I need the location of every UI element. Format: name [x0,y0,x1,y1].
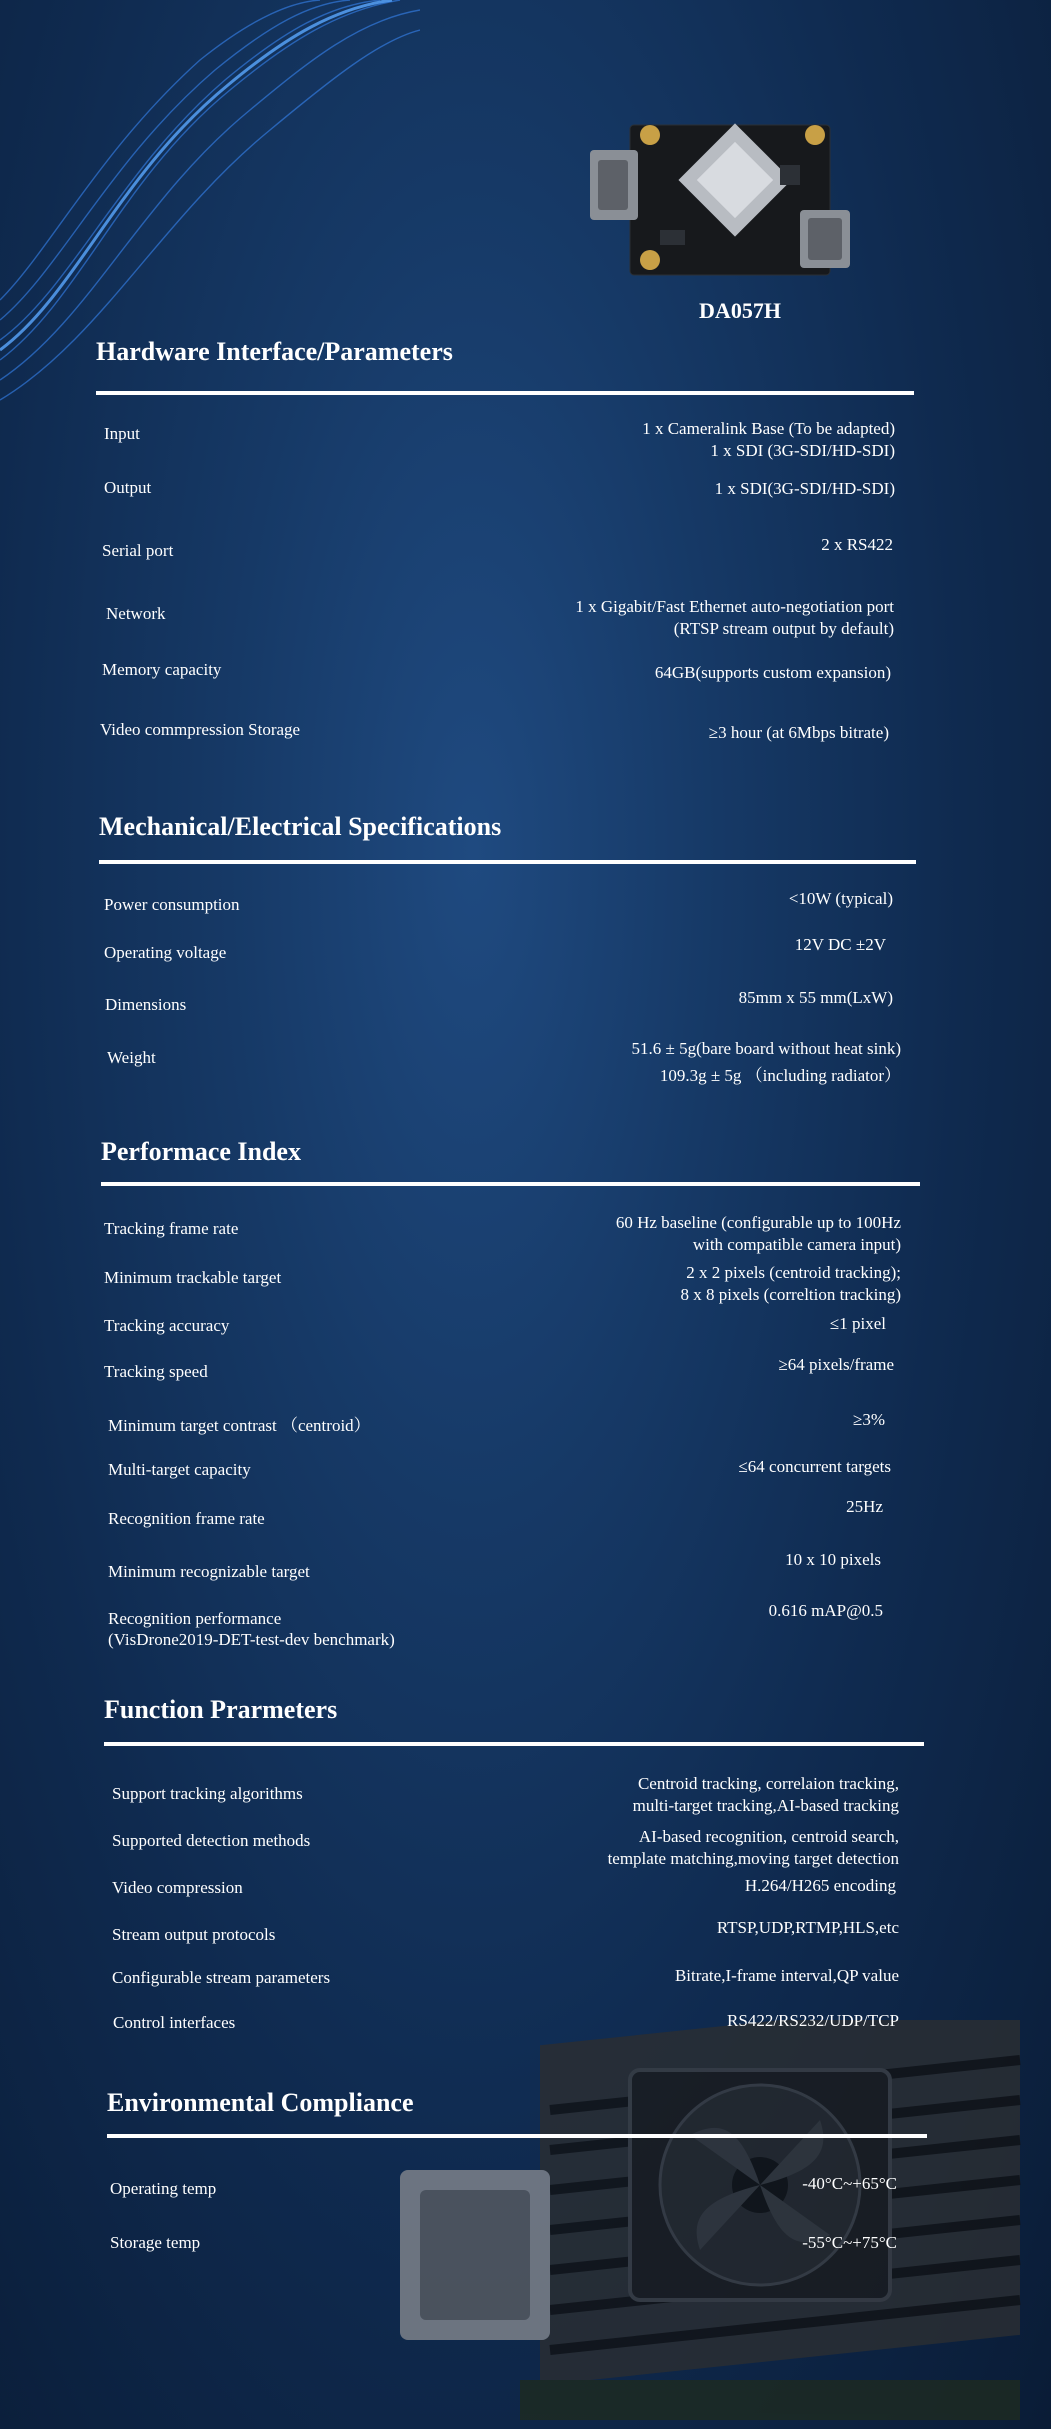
row-label: Weight [107,1048,156,1067]
row-label: Operating temp [110,2179,217,2198]
heatsink-module-image [400,2020,1051,2429]
row-value: -40°C~+65°C [802,2174,897,2193]
section-divider [107,2134,927,2138]
row-label: Input [104,424,140,443]
row-label: Tracking speed [104,1362,208,1381]
row-label: Tracking frame rate [104,1219,239,1238]
row-label: Serial port [102,541,174,560]
row-label: Storage temp [110,2233,201,2252]
section-divider [101,1182,920,1186]
row-label: Control interfaces [113,2013,236,2032]
row-value: RTSP,UDP,RTMP,HLS,etc [716,1918,899,1937]
section-divider [96,391,914,395]
row-value: ≥3 hour (at 6Mbps bitrate) [708,723,889,742]
row-value: AI-based recognition, centroid search, template matching,moving target detection [607,1827,899,1868]
row-value: H.264/H265 encoding [744,1876,896,1895]
row-value: ≥3% [853,1410,885,1429]
row-value: 64GB(supports custom expansion) [654,663,891,682]
row-label: Minimum recognizable target [108,1562,310,1581]
row-value: Centroid tracking, correlaion tracking, multi-target tracking,AI-based tracking [632,1774,899,1815]
row-label: Network [106,604,166,623]
row-value: 85mm x 55 mm(LxW) [738,988,893,1007]
section-divider [104,1742,924,1746]
row-label: Recognition frame rate [108,1509,265,1528]
row-value: 12V DC ±2V [794,935,886,954]
row-value: <10W (typical) [788,889,893,908]
row-label: Video commpression Storage [100,720,301,739]
row-value: 2 x RS422 [821,535,893,554]
row-value: 1 x SDI(3G-SDI/HD-SDI) [714,479,895,498]
row-label: Operating voltage [104,943,227,962]
row-label: Dimensions [105,995,187,1014]
product-board-image [590,110,850,290]
row-value: 51.6 ± 5g(bare board without heat sink) 109.3g ± 5g （including radiator） [631,1039,901,1085]
row-value: ≥64 pixels/frame [778,1355,894,1374]
section-title: Hardware Interface/Parameters [96,337,453,366]
section-title: Mechanical/Electrical Specifications [99,812,502,841]
section-title: Performace Index [101,1137,301,1166]
row-label: Memory capacity [102,660,222,679]
row-value: 10 x 10 pixels [785,1550,881,1569]
row-label: Minimum trackable target [104,1268,282,1287]
row-value: ≤1 pixel [829,1314,886,1333]
row-label: Minimum target contrast （centroid） [108,1416,371,1435]
row-value: -55°C~+75°C [802,2233,897,2252]
row-label: Stream output protocols [112,1925,276,1944]
row-value: 1 x Gigabit/Fast Ethernet auto-negotiation port (RTSP stream output by default) [575,597,894,638]
section-title: Function Prarmeters [104,1695,338,1724]
row-value: ≤64 concurrent targets [738,1457,891,1476]
row-label: Tracking accuracy [104,1316,230,1335]
product-name: DA057H [699,298,781,323]
row-label: Support tracking algorithms [112,1784,303,1803]
row-value: RS422/RS232/UDP/TCP [727,2011,899,2030]
row-label: Power consumption [104,895,240,914]
row-label: Video compression [112,1878,243,1897]
row-label: Configurable stream parameters [112,1968,331,1987]
row-value: 60 Hz baseline (configurable up to 100Hz with compatible camera input) [615,1213,901,1254]
row-label: Multi-target capacity [108,1460,251,1479]
row-label: Output [104,478,152,497]
section-divider [99,860,916,864]
row-value: 25Hz [846,1497,883,1516]
row-value: 1 x Cameralink Base (To be adapted) 1 x SDI (3G-SDI/HD-SDI) [642,419,895,460]
section-title: Environmental Compliance [107,2088,414,2117]
row-value: 0.616 mAP@0.5 [768,1601,883,1620]
row-value: Bitrate,I-frame interval,QP value [674,1966,899,1985]
row-label: Supported detection methods [112,1831,311,1850]
row-label: Recognition performance (VisDrone2019-DET-test-dev benchmark) [108,1609,395,1649]
row-value: 2 x 2 pixels (centroid tracking); 8 x 8 pixels (correltion tracking) [680,1263,901,1304]
